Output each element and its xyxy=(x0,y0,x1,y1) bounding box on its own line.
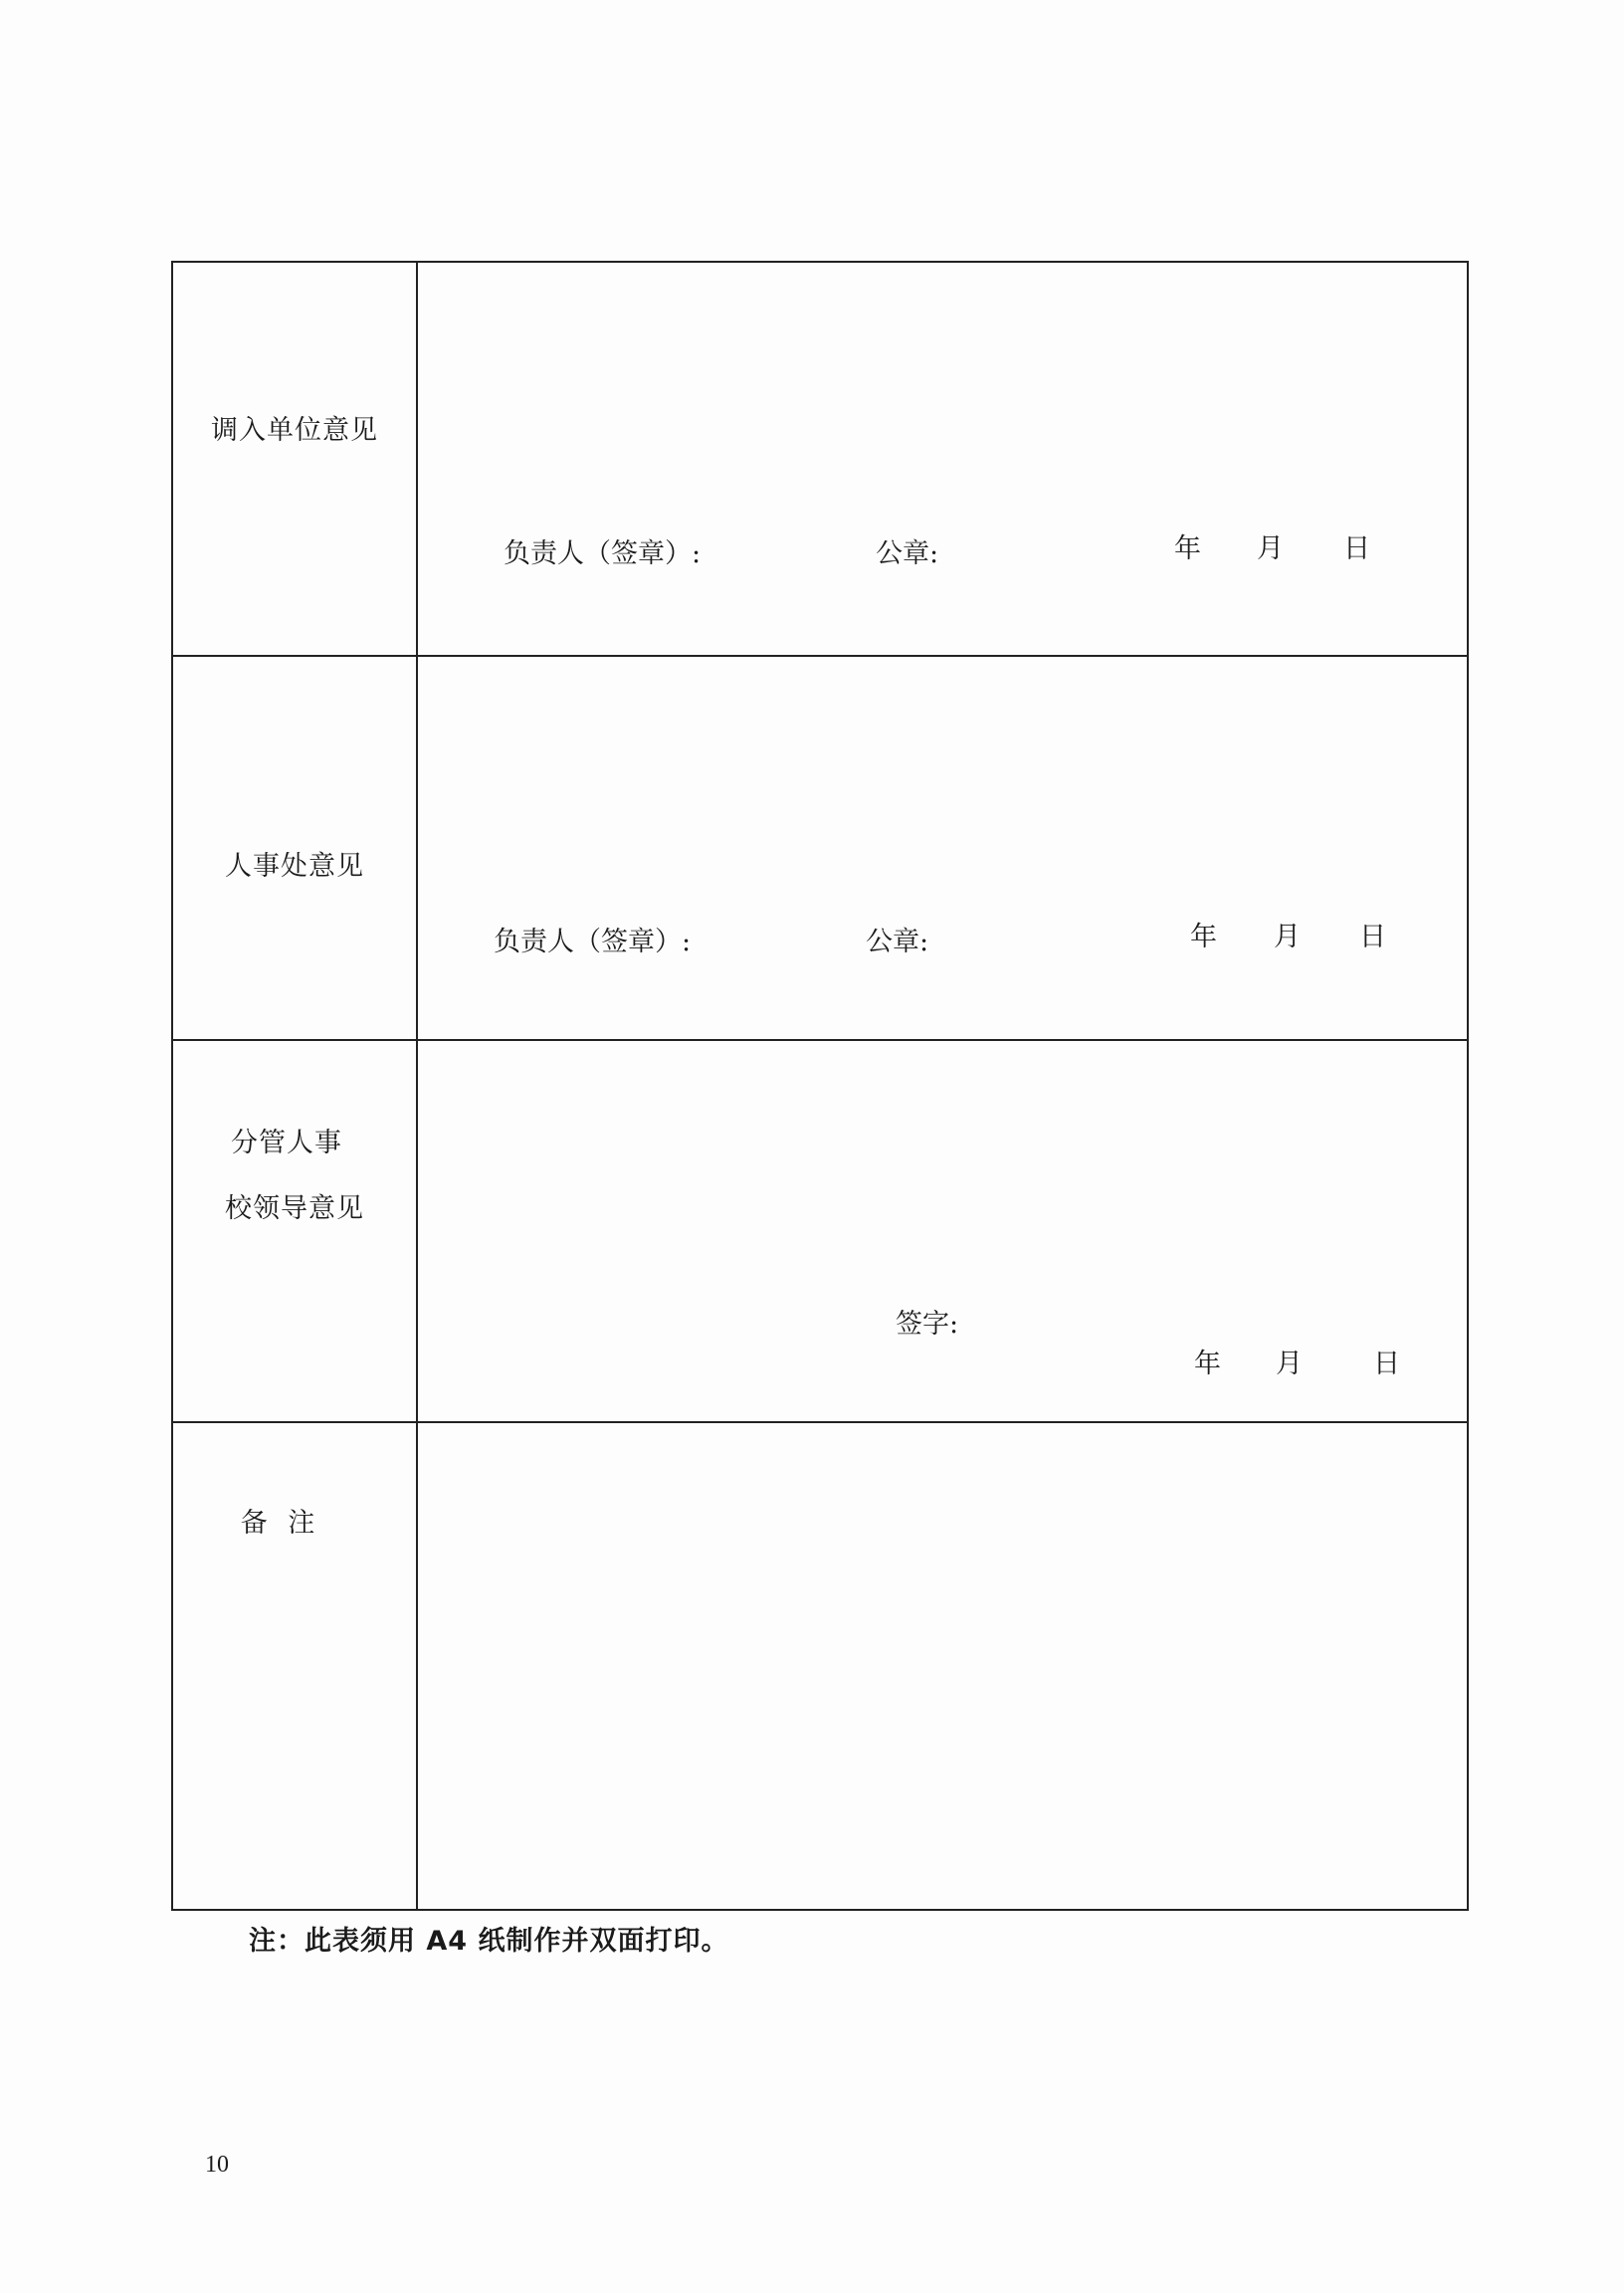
date-month: 月 xyxy=(1274,922,1301,952)
date-year: 年 xyxy=(1194,1349,1221,1379)
date-month: 月 xyxy=(1276,1349,1303,1379)
table-row-school-leader xyxy=(173,1041,1467,1423)
opinion-field[interactable] xyxy=(418,657,1467,1039)
seal-label: 公章: xyxy=(866,927,929,957)
date-day: 日 xyxy=(1343,533,1370,564)
row-label: 人事处意见 xyxy=(225,851,364,882)
opinion-field[interactable] xyxy=(418,263,1467,655)
date-month: 月 xyxy=(1257,533,1284,564)
responsible-signature-label: 负责人（签章）: xyxy=(504,538,702,569)
signature-label: 签字: xyxy=(896,1309,959,1340)
table-row-remarks xyxy=(173,1423,1467,1909)
row-label-line-1: 分管人事 xyxy=(231,1128,342,1158)
opinion-field[interactable] xyxy=(418,1041,1467,1421)
responsible-signature-label: 负责人（签章）: xyxy=(494,927,692,957)
table-row-personnel-office xyxy=(173,657,1467,1041)
date-year: 年 xyxy=(1174,533,1201,564)
date-year: 年 xyxy=(1190,922,1217,952)
date-day: 日 xyxy=(1373,1349,1400,1379)
remarks-field[interactable] xyxy=(418,1423,1467,1909)
approval-form-table xyxy=(171,261,1469,1911)
date-day: 日 xyxy=(1359,922,1386,952)
row-label-cell xyxy=(173,657,418,1039)
row-label-line-2: 校领导意见 xyxy=(225,1193,364,1224)
row-label-cell xyxy=(173,1423,418,1909)
row-label-cell xyxy=(173,1041,418,1421)
seal-label: 公章: xyxy=(876,538,939,569)
page-number: 10 xyxy=(205,2152,229,2178)
row-label-cell xyxy=(173,263,418,655)
row-label: 备 注 xyxy=(240,1508,321,1539)
row-label: 调入单位意见 xyxy=(211,415,378,446)
table-row-receiving-unit xyxy=(173,263,1467,657)
form-footnote: 注：此表须用 A4 纸制作并双面打印。 xyxy=(249,1926,729,1957)
